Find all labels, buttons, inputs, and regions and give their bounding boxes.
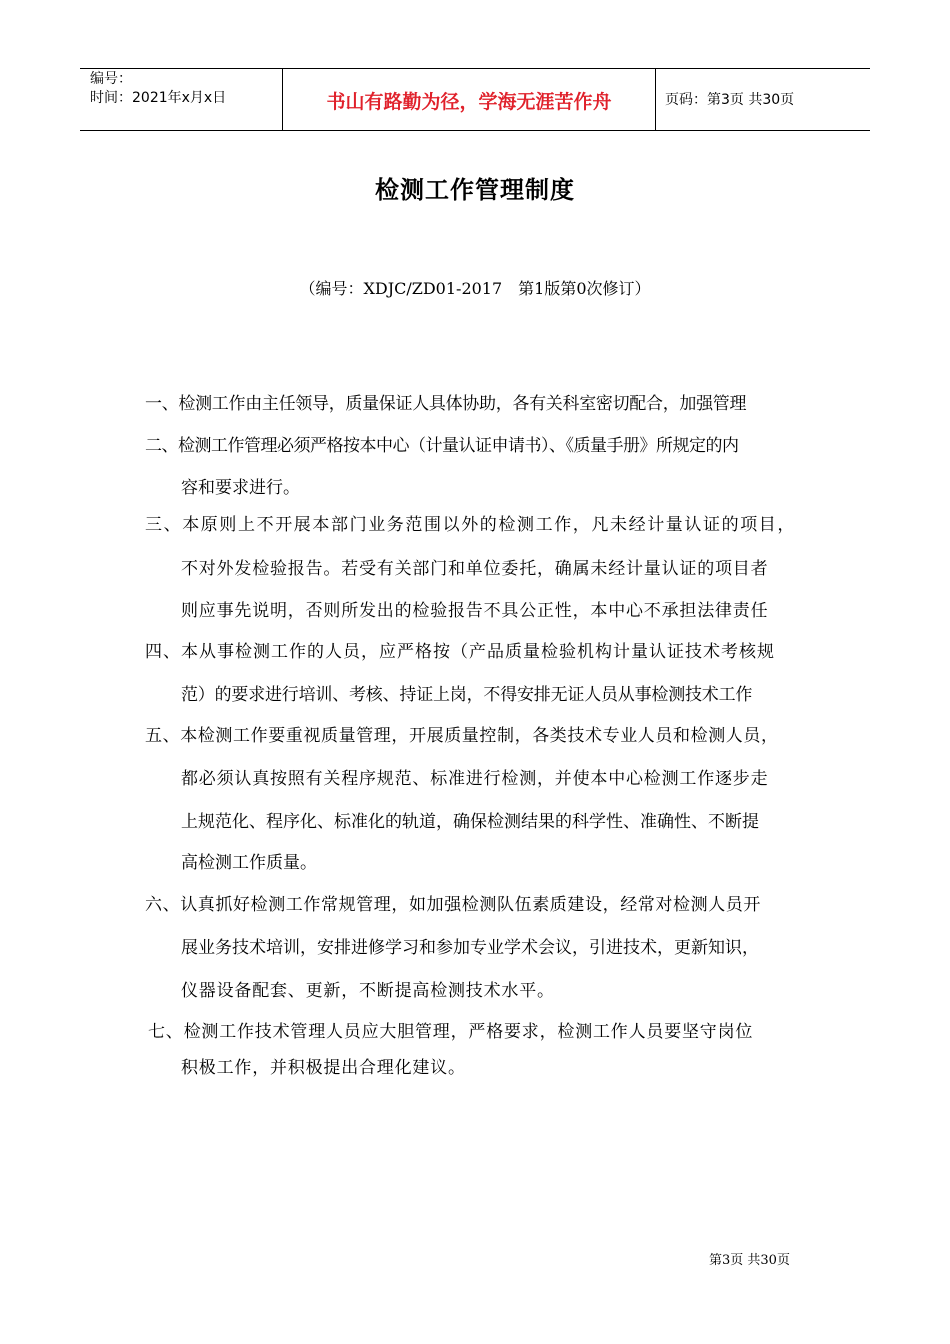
paragraph-line: 不对外发检验报告。若受有关部门和单位委托，确属未经计量认证的项目者 [181, 559, 769, 579]
header-motto: 书山有路勤为径，学海无涯苦作舟 [326, 91, 612, 113]
paragraph-line: 展业务技术培训，安排进修学习和参加专业学术会议，引进技术，更新知识， [181, 938, 759, 958]
page-footer: 第3页 共30页 [709, 1253, 790, 1268]
paragraph-line: 七、检测工作技术管理人员应大胆管理，严格要求，检测工作人员要坚守岗位 [148, 1022, 754, 1042]
paragraph-line: 高检测工作质量。 [181, 853, 317, 873]
paragraph-line: 二、检测工作管理必须严格按本中心（计量认证申请书）、《质量手册》所规定的内 [145, 436, 739, 456]
paragraph-line: 四、本从事检测工作的人员，应严格按（产品质量检验机构计量认证技术考核规 [145, 642, 775, 662]
paragraph-line: 范）的要求进行培训、考核、持证上岗，不得安排无证人员从事检测技术工作 [181, 685, 753, 705]
paragraph-line: 容和要求进行。 [181, 478, 300, 498]
paragraph-line: 三、本原则上不开展本部门业务范围以外的检测工作，凡未经计量认证的项目， [145, 515, 796, 535]
header-motto-cell [282, 69, 656, 130]
paragraph-line: 一、检测工作由主任领导，质量保证人具体协助，各有关科室密切配合，加强管理 [145, 394, 747, 414]
header-meta-cell [80, 69, 282, 130]
page-header [80, 68, 870, 131]
paragraph-line: 六、认真抓好检测工作常规管理，如加强检测队伍素质建设，经常对检测人员开 [145, 895, 761, 915]
paragraph-line: 则应事先说明，否则所发出的检验报告不具公正性，本中心不承担法律责任 [181, 601, 769, 621]
header-page-number: 页码：第3页 共30页 [665, 92, 795, 108]
document-date-label: 时间：2021年x月x日 [90, 90, 227, 106]
paragraph-line: 上规范化、程序化、标准化的轨道，确保检测结果的科学性、准确性、不断提 [181, 812, 759, 832]
header-page-cell [655, 69, 870, 130]
paragraph-line: 五、本检测工作要重视质量管理，开展质量控制，各类技术专业人员和检测人员， [145, 726, 779, 746]
paragraph-line: 仪器设备配套、更新，不断提高检测技术水平。 [181, 981, 555, 1001]
document-number-label: 编号： [90, 71, 132, 87]
paragraph-line: 都必须认真按照有关程序规范、标准进行检测，并使本中心检测工作逐步走 [181, 769, 769, 789]
paragraph-line: 积极工作，并积极提出合理化建议。 [181, 1058, 466, 1078]
document-title: 检测工作管理制度 [375, 176, 575, 204]
document-revision-number: （编号：XDJC/ZD01-2017 第1版第0次修订） [299, 279, 651, 298]
